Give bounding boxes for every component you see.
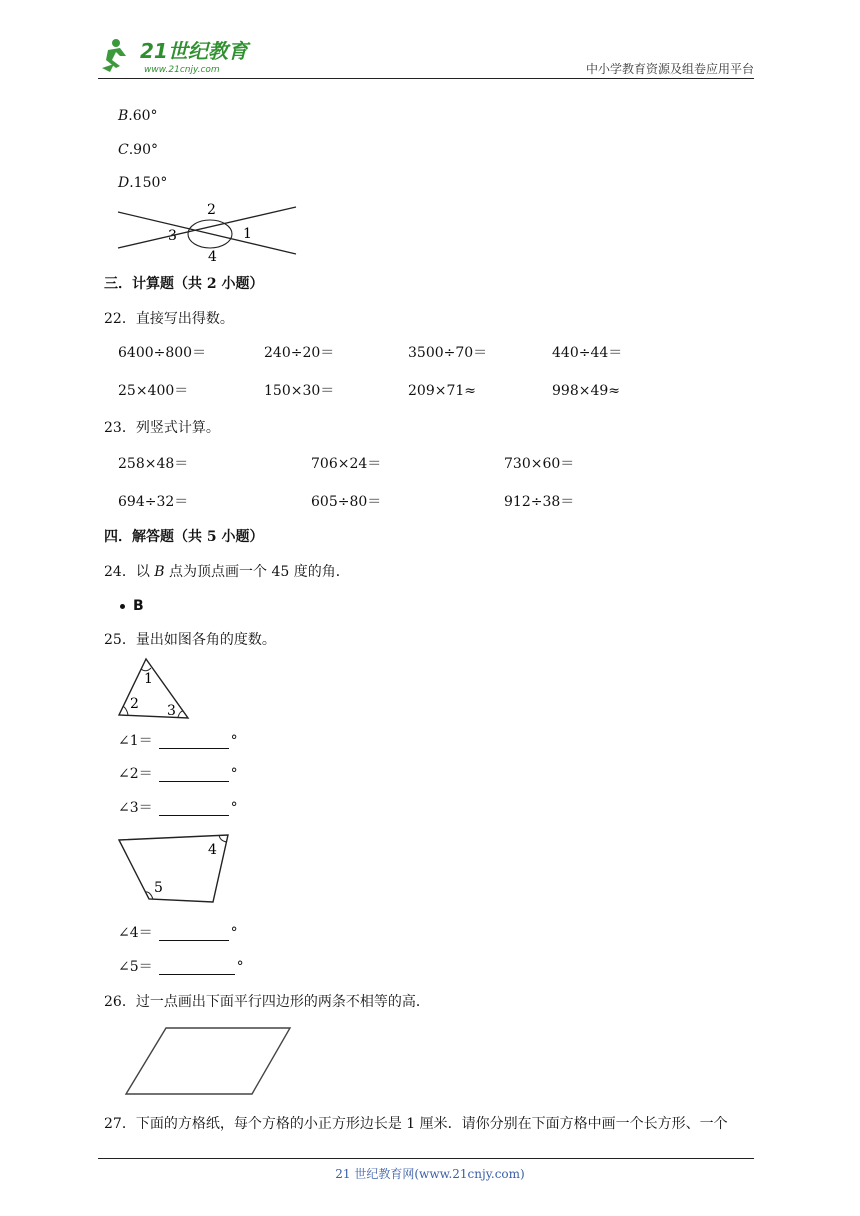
option-b: B.60° <box>118 108 158 124</box>
answer-blank[interactable] <box>159 926 229 941</box>
q22-item: 150×30＝ <box>264 383 335 399</box>
angle-1-answer: ∠1＝ ° <box>118 733 238 749</box>
quadrilateral-figure <box>116 832 232 906</box>
q23-item: 605÷80＝ <box>311 494 382 510</box>
point-dot <box>120 604 125 609</box>
option-c: C.90° <box>118 142 158 158</box>
q27-prompt: 27．下面的方格纸，每个方格的小正方形边长是 1 厘米．请你分别在下面方格中画一个长方形、一个 <box>104 1116 728 1132</box>
header-divider <box>98 78 754 79</box>
q25-prompt: 25．量出如图各角的度数。 <box>104 632 276 648</box>
point-b-label: B <box>133 598 144 614</box>
q22-item: 209×71≈ <box>408 383 476 399</box>
triangle-label-2: 2 <box>130 696 139 712</box>
option-d: D.150° <box>118 175 168 191</box>
q22-prompt: 22．直接写出得数。 <box>104 311 234 327</box>
angle-label-1: 1 <box>243 226 252 242</box>
logo-url: www.21cnjy.com <box>144 65 220 75</box>
triangle-figure <box>116 656 192 720</box>
logo-text: 21世纪教育 <box>140 39 248 63</box>
q22-item: 25×400＝ <box>118 383 189 399</box>
triangle-label-3: 3 <box>167 703 176 719</box>
q22-item: 440÷44＝ <box>552 345 623 361</box>
footer-text[interactable]: 21 世纪教育网(www.21cnjy.com) <box>335 1167 525 1181</box>
answer-blank[interactable] <box>159 801 229 816</box>
answer-blank[interactable] <box>159 960 235 975</box>
triangle-label-1: 1 <box>144 671 153 687</box>
section-4-title: 四．解答题（共 5 小题） <box>104 529 264 545</box>
answer-blank[interactable] <box>159 734 229 749</box>
answer-blank[interactable] <box>159 767 229 782</box>
q23-item: 694÷32＝ <box>118 494 189 510</box>
angle-label-4: 4 <box>208 249 217 264</box>
angle-3-answer: ∠3＝ ° <box>118 800 238 816</box>
q23-item: 912÷38＝ <box>504 494 575 510</box>
q26-prompt: 26．过一点画出下面平行四边形的两条不相等的高． <box>104 994 430 1010</box>
q23-prompt: 23．列竖式计算。 <box>104 420 220 436</box>
q23-item: 706×24＝ <box>311 456 382 472</box>
angle-label-2: 2 <box>207 202 216 218</box>
q23-item: 258×48＝ <box>118 456 189 472</box>
q24-prompt: 24．以 B 点为顶点画一个 45 度的角． <box>104 564 350 580</box>
angle-label-3: 3 <box>168 228 177 244</box>
parallelogram-figure <box>118 1022 294 1098</box>
section-3-title: 三．计算题（共 2 小题） <box>104 276 264 292</box>
angle-5-answer: ∠5＝ ° <box>118 959 244 975</box>
intersecting-lines-figure <box>116 198 300 264</box>
angle-2-answer: ∠2＝ ° <box>118 766 238 782</box>
q22-item: 3500÷70＝ <box>408 345 488 361</box>
footer-divider <box>98 1158 754 1159</box>
point-b <box>120 598 144 614</box>
angle-4-answer: ∠4＝ ° <box>118 925 238 941</box>
q23-item: 730×60＝ <box>504 456 575 472</box>
q22-item: 240÷20＝ <box>264 345 335 361</box>
q22-item: 6400÷800＝ <box>118 345 207 361</box>
quad-label-4: 4 <box>208 842 217 858</box>
quad-label-5: 5 <box>154 880 163 896</box>
header-platform-text: 中小学教育资源及组卷应用平台 <box>585 62 754 76</box>
q22-item: 998×49≈ <box>552 383 620 399</box>
site-logo <box>94 34 274 78</box>
